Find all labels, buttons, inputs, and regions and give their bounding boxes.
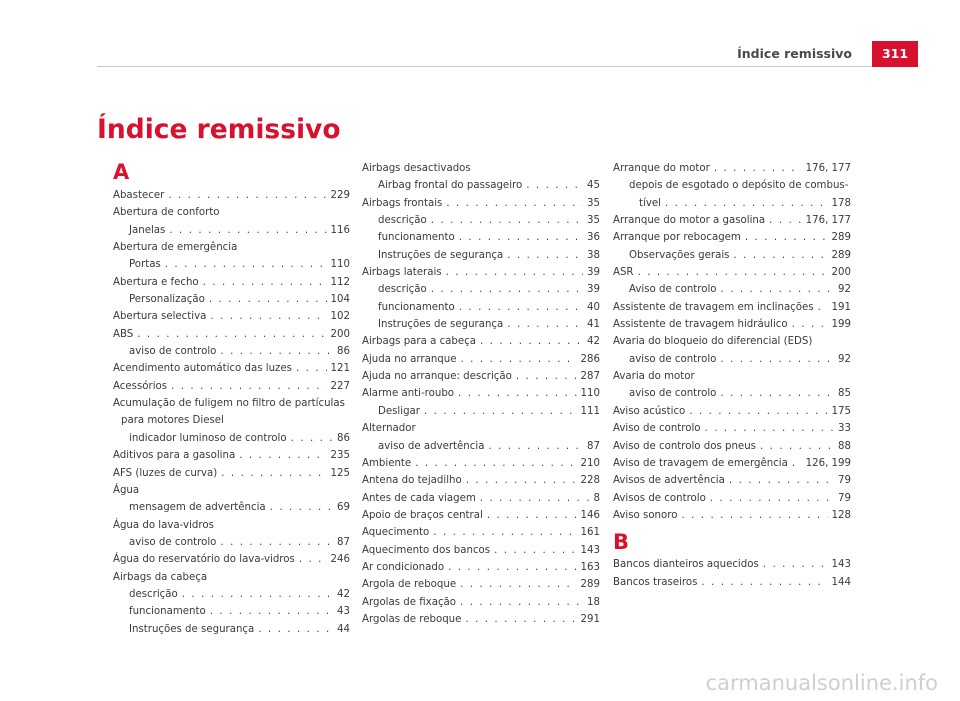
dot-leader: [526, 177, 583, 194]
index-entry-page: 39: [587, 284, 600, 296]
index-entry-term: Desligar: [378, 405, 420, 417]
index-entry: [113, 465, 350, 482]
index-entry: [613, 403, 851, 420]
dot-leader: [258, 621, 333, 638]
index-entry: [613, 438, 851, 455]
index-entry: [362, 490, 600, 507]
index-entry: [613, 455, 851, 472]
index-entry-term: funcionamento: [129, 606, 206, 618]
index-entry: [362, 524, 600, 541]
index-entry-page: 125: [330, 467, 350, 479]
index-entry: [362, 559, 600, 576]
index-entry-term: Arranque do motor: [613, 163, 710, 174]
index-entry-term: aviso de advertência: [378, 440, 485, 452]
dot-leader: [210, 308, 326, 325]
index-entry-page: 92: [838, 353, 851, 365]
dot-leader: [729, 472, 834, 489]
dot-leader: [488, 438, 583, 455]
index-entry-term: funcionamento: [378, 301, 455, 313]
index-entry-page: 200: [831, 267, 851, 279]
index-entry-page: 289: [831, 249, 851, 261]
index-entry-term: Abertura de conforto: [113, 207, 220, 219]
index-entry: [113, 447, 350, 464]
index-entry: [613, 368, 851, 385]
index-entry-term: Bancos traseiros: [613, 576, 698, 588]
dot-leader: [494, 542, 576, 559]
index-entry: [113, 412, 350, 429]
index-entry-page: 36: [587, 232, 600, 244]
dot-leader: [460, 351, 576, 368]
index-entry: [113, 326, 350, 343]
index-entry-term: para motores Diesel: [121, 415, 224, 427]
index-entry: [113, 499, 350, 516]
dot-leader: [137, 326, 326, 343]
index-entry-page: 146: [580, 509, 600, 521]
dot-leader: [792, 316, 828, 333]
index-entry-term: Abertura selectiva: [113, 311, 207, 323]
index-entry-term: Aviso acústico: [613, 405, 686, 417]
index-entry-page: 200: [330, 328, 350, 340]
index-entry-term: mensagem de advertência: [129, 502, 266, 514]
index-entry: [362, 368, 600, 385]
dot-leader: [171, 378, 326, 395]
dot-leader: [818, 299, 828, 316]
dot-leader: [745, 229, 828, 246]
index-entry-page: 235: [330, 450, 350, 462]
index-entry-page: 87: [587, 440, 600, 452]
index-entry-term: funcionamento: [378, 232, 455, 244]
index-entry: [362, 316, 600, 333]
index-entry-term: Ajuda no arranque: [362, 353, 457, 365]
index-entry: [613, 281, 851, 298]
index-entry: [613, 507, 851, 524]
index-entry-page: 38: [587, 249, 600, 261]
index-entry-page: 35: [587, 197, 600, 209]
index-entry-term: Personalização: [129, 294, 205, 306]
index-entry-term: Aditivos para a gasolina: [113, 450, 236, 462]
dot-leader: [182, 586, 333, 603]
index-entry: [113, 551, 350, 568]
index-entry-page: 39: [587, 267, 600, 279]
dot-leader: [721, 281, 835, 298]
index-entry: [113, 256, 350, 273]
index-entry-page: 86: [337, 432, 350, 444]
index-entry-page: 143: [580, 544, 600, 556]
dot-leader: [291, 430, 333, 447]
index-entry-term: Arranque por rebocagem: [613, 232, 741, 244]
index-entry-term: Instruções de segurança: [129, 623, 255, 635]
index-entry-term: Apoio de braços central: [362, 509, 483, 521]
index-entry-term: Acendimento automático das luzes: [113, 363, 292, 375]
index-entry-term: Instruções de segurança: [378, 319, 504, 331]
index-column-1: [113, 160, 350, 638]
dot-leader: [296, 360, 327, 377]
index-entry-term: Abertura de emergência: [113, 242, 238, 254]
index-entry-page: 286: [580, 353, 600, 365]
index-entry-term: Aviso de controlo: [629, 284, 717, 296]
dot-leader: [299, 551, 327, 568]
dot-leader: [446, 264, 583, 281]
index-entry-page: 85: [838, 388, 851, 400]
index-entry: [113, 222, 350, 239]
index-entry-term: Airbags para a cabeça: [362, 336, 476, 348]
index-entry-term: indicador luminoso de controlo: [129, 432, 287, 444]
index-entry-term: Argolas de fixação: [362, 596, 457, 608]
dot-leader: [487, 507, 577, 524]
index-entry-page: 35: [587, 215, 600, 227]
index-entry: [613, 264, 851, 281]
index-entry: [113, 569, 350, 586]
index-entry-page: 92: [838, 284, 851, 296]
index-entry-page: 8: [593, 492, 600, 504]
index-entry: [362, 403, 600, 420]
index-entry-term: Arranque do motor a gasolina: [613, 215, 766, 227]
index-entry-term: Assistente de travagem hidráulico: [613, 319, 788, 331]
dot-leader: [459, 299, 583, 316]
index-entry-page: 79: [838, 475, 851, 487]
index-entry-page: 143: [831, 559, 851, 571]
index-entry-page: 88: [838, 440, 851, 452]
index-entry-page: 291: [580, 613, 600, 625]
dot-leader: [665, 195, 828, 212]
index-entry-term: Aquecimento dos bancos: [362, 544, 491, 556]
index-entry: [362, 472, 600, 489]
index-entry-term: Instruções de segurança: [378, 249, 504, 261]
index-entry-page: 178: [831, 197, 851, 209]
dot-leader: [203, 274, 327, 291]
index-entry-page: 176, 177: [805, 215, 851, 227]
index-entry-page: 121: [330, 363, 350, 375]
index-entry: [362, 594, 600, 611]
dot-leader: [516, 368, 577, 385]
dot-leader: [415, 455, 576, 472]
dot-leader: [431, 281, 583, 298]
index-entry: [362, 542, 600, 559]
index-entry-page: 128: [831, 509, 851, 521]
index-entry-page: 210: [580, 457, 600, 469]
index-entry-term: Alternador: [362, 423, 416, 435]
index-entry-term: Airbags da cabeça: [113, 571, 208, 583]
index-entry-page: 199: [831, 319, 851, 331]
header-rule: [97, 66, 872, 67]
index-entry: [113, 621, 350, 638]
index-entry: [113, 291, 350, 308]
index-entry-page: 87: [337, 536, 350, 548]
index-entry-term: Água do reservatório do lava-vidros: [113, 554, 295, 566]
index-entry: [613, 490, 851, 507]
index-entry-term: Abastecer: [113, 190, 165, 201]
index-entry-page: 163: [580, 561, 600, 573]
index-entry-term: Assistente de travagem em inclinações: [613, 301, 814, 313]
index-entry-term: ABS: [113, 328, 134, 340]
index-entry-term: descrição: [378, 284, 427, 296]
index-entry: [613, 212, 851, 229]
index-entry-term: Avaria do motor: [613, 371, 695, 383]
index-entry-term: tível: [639, 197, 661, 209]
index-entry-term: Água: [113, 484, 140, 496]
index-entry-page: 110: [580, 388, 600, 400]
index-entry-term: Aviso sonoro: [613, 509, 678, 521]
dot-leader: [431, 212, 583, 229]
index-entry-page: 112: [330, 276, 350, 288]
index-entry: [113, 517, 350, 534]
index-entry: [362, 507, 600, 524]
dot-leader: [239, 447, 326, 464]
index-entry-term: aviso de controlo: [129, 346, 217, 358]
index-entry: [362, 281, 600, 298]
section-letter: A: [113, 160, 130, 184]
index-entry-page: 228: [580, 475, 600, 487]
index-entry-term: aviso de controlo: [129, 536, 217, 548]
dot-leader: [448, 559, 576, 576]
index-entry: [613, 229, 851, 246]
index-entry-page: 227: [330, 380, 350, 392]
page-number-badge: 311: [872, 41, 918, 67]
index-entry-term: Portas: [129, 259, 161, 271]
index-entry-page: 42: [337, 588, 350, 600]
index-entry-page: 176, 177: [805, 163, 851, 174]
index-entry: [613, 160, 851, 177]
dot-leader: [459, 229, 583, 246]
index-entry-term: Avisos de controlo: [613, 492, 706, 504]
index-entry-page: 246: [330, 554, 350, 566]
dot-leader: [465, 611, 576, 628]
dot-leader: [458, 385, 577, 402]
index-entry-term: Airbags frontais: [362, 197, 443, 209]
index-entry-page: 79: [838, 492, 851, 504]
index-entry-term: Airbags desactivados: [362, 163, 471, 174]
index-entry-page: 18: [587, 596, 600, 608]
index-entry-term: Bancos dianteiros aquecidos: [613, 559, 759, 571]
dot-leader: [701, 574, 827, 591]
dot-leader: [507, 316, 583, 333]
dot-leader: [424, 403, 577, 420]
index-entry: [113, 603, 350, 620]
index-entry-page: 69: [337, 502, 350, 514]
index-entry-term: Airbags laterais: [362, 267, 442, 279]
index-entry: [613, 247, 851, 264]
index-entry-term: Antena do tejadilho: [362, 475, 462, 487]
index-entry-page: 289: [580, 579, 600, 591]
index-entry-page: 86: [337, 346, 350, 358]
dot-leader: [792, 455, 802, 472]
index-entry-term: Acessórios: [113, 380, 168, 392]
dot-leader: [165, 256, 327, 273]
index-entry-page: 229: [330, 190, 350, 201]
dot-leader: [763, 556, 828, 573]
dot-leader: [446, 195, 583, 212]
index-entry-page: 161: [580, 527, 600, 539]
index-entry-term: Airbag frontal do passageiro: [378, 180, 523, 192]
index-entry-term: Argolas de reboque: [362, 613, 462, 625]
index-entry: [113, 187, 350, 204]
dot-leader: [769, 212, 801, 229]
index-entry-term: Alarme anti-roubo: [362, 388, 455, 400]
index-entry: [613, 556, 851, 573]
dot-leader: [689, 403, 827, 420]
index-entry: [113, 239, 350, 256]
index-entry: [613, 574, 851, 591]
dot-leader: [480, 490, 590, 507]
index-entry-page: 44: [337, 623, 350, 635]
index-entry-term: aviso de controlo: [629, 353, 717, 365]
dot-leader: [220, 534, 333, 551]
index-entry-page: 45: [587, 180, 600, 192]
index-entry: [113, 274, 350, 291]
watermark: carmanualsonline.info: [705, 671, 938, 695]
index-entry: [362, 247, 600, 264]
dot-leader: [466, 472, 577, 489]
index-entry: [362, 299, 600, 316]
index-entry: [362, 160, 600, 177]
index-entry-term: Aquecimento: [362, 527, 430, 539]
index-entry-term: Argola de reboque: [362, 579, 457, 591]
dot-leader: [433, 524, 576, 541]
dot-leader: [507, 247, 583, 264]
dot-leader: [733, 247, 827, 264]
index-entry: [113, 430, 350, 447]
index-entry: [613, 420, 851, 437]
index-entry-term: Ar condicionado: [362, 561, 445, 573]
index-column-2: [362, 160, 600, 628]
index-entry: [362, 229, 600, 246]
dot-leader: [705, 420, 835, 437]
section-letter: B: [613, 530, 630, 555]
index-entry: [362, 333, 600, 350]
running-header-title: Índice remissivo: [737, 46, 852, 61]
dot-leader: [710, 490, 834, 507]
dot-leader: [720, 351, 834, 368]
dot-leader: [681, 507, 827, 524]
index-entry: [613, 299, 851, 316]
index-entry: [362, 576, 600, 593]
index-entry-page: 42: [587, 336, 600, 348]
index-entry-page: 289: [831, 232, 851, 244]
index-entry-page: 111: [580, 405, 600, 417]
index-entry-term: Aviso de controlo dos pneus: [613, 440, 756, 452]
index-entry: [613, 195, 851, 212]
dot-leader: [760, 438, 834, 455]
index-entry-term: Observações gerais: [629, 249, 730, 261]
dot-leader: [460, 576, 576, 593]
index-entry-page: 41: [587, 319, 600, 331]
index-entry: [362, 177, 600, 194]
index-entry-page: 116: [330, 224, 350, 236]
index-entry: [613, 333, 851, 350]
index-entry: [362, 420, 600, 437]
index-entry-page: 110: [330, 259, 350, 271]
index-entry: [613, 316, 851, 333]
index-entry-term: Acumulação de fuligem no filtro de partículas: [113, 398, 345, 410]
dot-leader: [220, 343, 333, 360]
index-entry-term: Ajuda no arranque: descrição: [362, 371, 512, 383]
index-column-3: [613, 160, 851, 591]
index-entry-term: aviso de controlo: [629, 388, 717, 400]
dot-leader: [270, 499, 333, 516]
index-entry: [613, 385, 851, 402]
index-entry-page: 40: [587, 301, 600, 313]
index-entry: [613, 351, 851, 368]
index-entry: [362, 611, 600, 628]
index-entry: [113, 308, 350, 325]
index-entry-term: Avisos de advertência: [613, 475, 725, 487]
index-entry-page: 102: [330, 311, 350, 323]
index-entry: [113, 378, 350, 395]
index-entry-page: 43: [337, 606, 350, 618]
dot-leader: [210, 603, 333, 620]
index-entry: [113, 586, 350, 603]
dot-leader: [720, 385, 834, 402]
index-entry-term: Aviso de travagem de emergência: [613, 457, 788, 469]
dot-leader: [221, 465, 326, 482]
index-entry-page: 175: [831, 405, 851, 417]
index-entry-page: 191: [831, 301, 851, 313]
index-entry-page: 126, 199: [805, 457, 851, 469]
index-entry-term: Janelas: [129, 224, 166, 236]
index-entry-term: Aviso de controlo: [613, 423, 701, 435]
dot-leader: [480, 333, 583, 350]
dot-leader: [460, 594, 583, 611]
dot-leader: [169, 222, 326, 239]
index-entry-page: 33: [838, 423, 851, 435]
index-entry: [113, 343, 350, 360]
index-entry-term: descrição: [129, 588, 178, 600]
index-entry-term: descrição: [378, 215, 427, 227]
index-entry: [362, 264, 600, 281]
index-entry-term: Água do lava-vidros: [113, 519, 214, 531]
dot-leader: [168, 187, 326, 204]
index-entry: [362, 351, 600, 368]
index-entry: [362, 438, 600, 455]
index-entry: [362, 195, 600, 212]
dot-leader: [714, 160, 802, 177]
index-entry: [113, 395, 350, 412]
index-entry: [362, 212, 600, 229]
index-entry: [613, 177, 851, 194]
index-entry: [113, 204, 350, 221]
index-entry: [613, 472, 851, 489]
index-entry: [362, 385, 600, 402]
index-entry-page: 104: [330, 294, 350, 306]
index-entry-term: Avaria do bloqueio do diferencial (EDS): [613, 336, 813, 348]
dot-leader: [209, 291, 327, 308]
index-entry-term: ASR: [613, 267, 634, 279]
page-title: Índice remissivo: [97, 114, 341, 145]
index-entry: [113, 360, 350, 377]
index-entry-term: Abertura e fecho: [113, 276, 199, 288]
index-entry-term: AFS (luzes de curva): [113, 467, 218, 479]
index-entry-page: 144: [831, 576, 851, 588]
dot-leader: [638, 264, 828, 281]
index-entry-term: Ambiente: [362, 457, 412, 469]
index-entry-page: 287: [580, 371, 600, 383]
index-entry: [362, 455, 600, 472]
index-entry: [113, 482, 350, 499]
index-entry-term: depois de esgotado o depósito de combus-: [629, 180, 849, 192]
index-entry-term: Antes de cada viagem: [362, 492, 476, 504]
index-entry: [113, 534, 350, 551]
